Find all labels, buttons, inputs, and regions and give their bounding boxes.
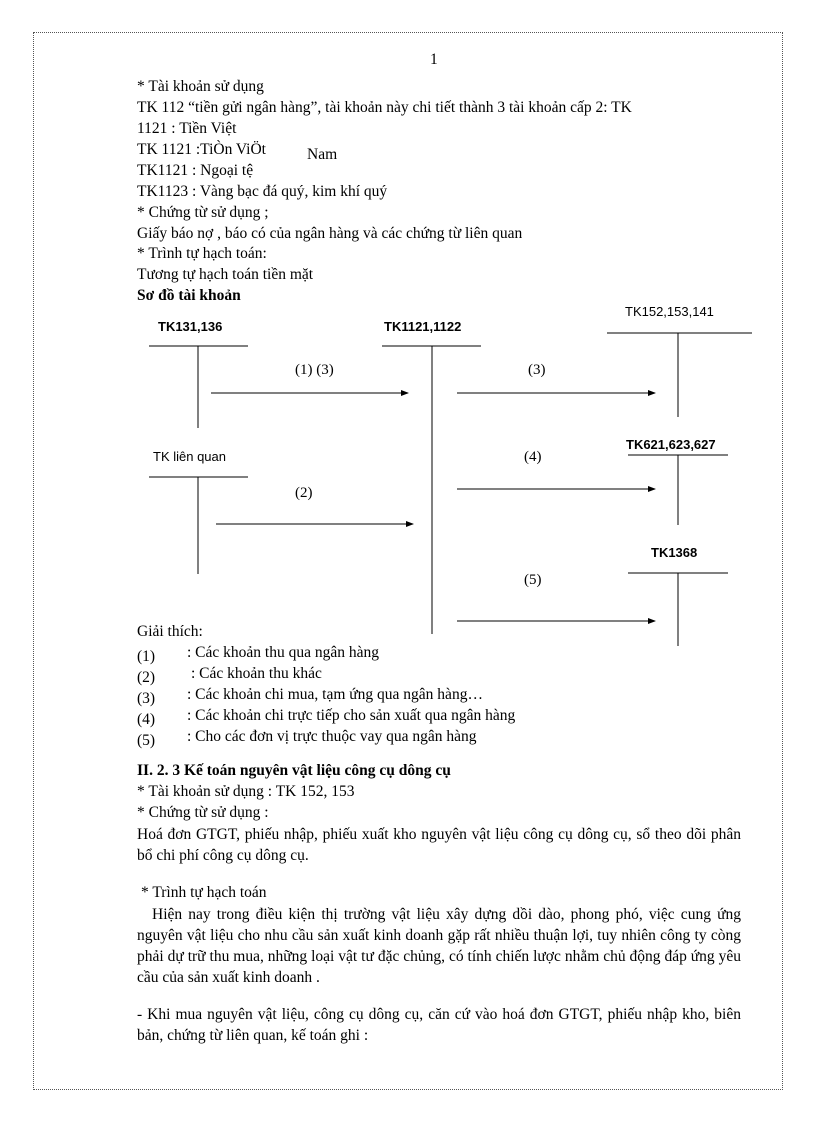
text-line: * Trình tự hạch toán <box>141 884 267 901</box>
arrow-label: (3) <box>528 362 546 378</box>
explain-num: (3) <box>137 690 156 707</box>
paragraph: - Khi mua nguyên vật liệu, công cụ dông cụ, căn cứ vào hoá đơn GTGT, phiếu nhập kho, biên bản, chứng từ liên quan, kế toán ghi : <box>137 1006 741 1044</box>
text-line: Tương tự hạch toán tiền mặt <box>137 266 314 283</box>
explain-num: (4) <box>137 711 156 728</box>
account-label-tk131: TK131,136 <box>158 319 223 334</box>
explain-text: : Các khoản chi trực tiếp cho sản xuất qua ngân hàng <box>187 707 516 724</box>
explain-title: Giải thích: <box>137 623 203 640</box>
text-line: * Chứng từ sử dụng ; <box>137 204 269 221</box>
account-label-tk152: TK152,153,141 <box>625 304 714 319</box>
text-line: * Trình tự hạch toán: <box>137 245 267 262</box>
text-line: * Chứng từ sử dụng : <box>137 804 269 821</box>
paragraph: Hiện nay trong điều kiện thị trường vật liệu xây dựng dồi dào, phong phó, việc cung ứng nguyên vật liệu cho nhu cầu sản xuất kinh doanh gặp rất nhiều thuận lợi, tuy nhiên công ty còng phải dự trữ thu mua, những loại vật tư đặc chủng, có tính chiến lược nhằm chủ động đáp ứng yêu cầu của sản xuất kinh doanh . <box>137 906 741 986</box>
arrow-label: (2) <box>295 485 313 501</box>
explain-num: (1) <box>137 648 156 665</box>
explain-num: (5) <box>137 732 156 749</box>
text-line: * Tài khoản sử dụng : TK 152, 153 <box>137 783 355 800</box>
arrow-label: (5) <box>524 572 542 588</box>
text-line: TK 1121 :TiÒn ViÖt <box>137 141 266 158</box>
explain-num: (2) <box>137 669 156 686</box>
text-line: Giấy báo nợ , báo có của ngân hàng và các chứng từ liên quan <box>137 225 523 242</box>
arrow-label: (4) <box>524 449 542 465</box>
account-label-tk1121: TK1121,1122 <box>384 319 462 334</box>
diagram-title: Sơ đồ tài khoản <box>137 287 241 304</box>
explain-text: : Các khoản chi mua, tạm ứng qua ngân hàng… <box>187 686 483 703</box>
text-line: TK 112 “tiền gửi ngân hàng”, tài khoản này chi tiết thành 3 tài khoản cấp 2: TK <box>137 99 632 116</box>
text-line: TK1123 : Vàng bạc đá quý, kim khí quý <box>137 183 388 200</box>
account-label-tk1368: TK1368 <box>651 545 698 560</box>
account-label-tk-lien-quan: TK liên quan <box>153 449 226 464</box>
explain-text: : Cho các đơn vị trực thuộc vay qua ngân hàng <box>187 728 477 745</box>
text-line: 1121 : Tiền Việt <box>137 120 237 137</box>
account-label-tk621: TK621,623,627 <box>626 437 716 452</box>
text-line: Nam <box>307 146 338 163</box>
page-number: 1 <box>430 51 438 68</box>
explain-text: : Các khoản thu khác <box>191 665 322 682</box>
section-heading: II. 2. 3 Kế toán nguyên vật liệu công cụ dông cụ <box>137 762 451 779</box>
text-line: TK1121 : Ngoại tệ <box>137 162 254 179</box>
explain-text: : Các khoản thu qua ngân hàng <box>187 644 379 661</box>
arrow-label: (1) (3) <box>295 362 334 378</box>
paragraph: Hoá đơn GTGT, phiếu nhập, phiếu xuất kho nguyên vật liệu công cụ dông cụ, sổ theo dõi phân bổ chi phí công cụ dông cụ. <box>137 826 741 864</box>
text-line: * Tài khoản sử dụng <box>137 78 264 95</box>
